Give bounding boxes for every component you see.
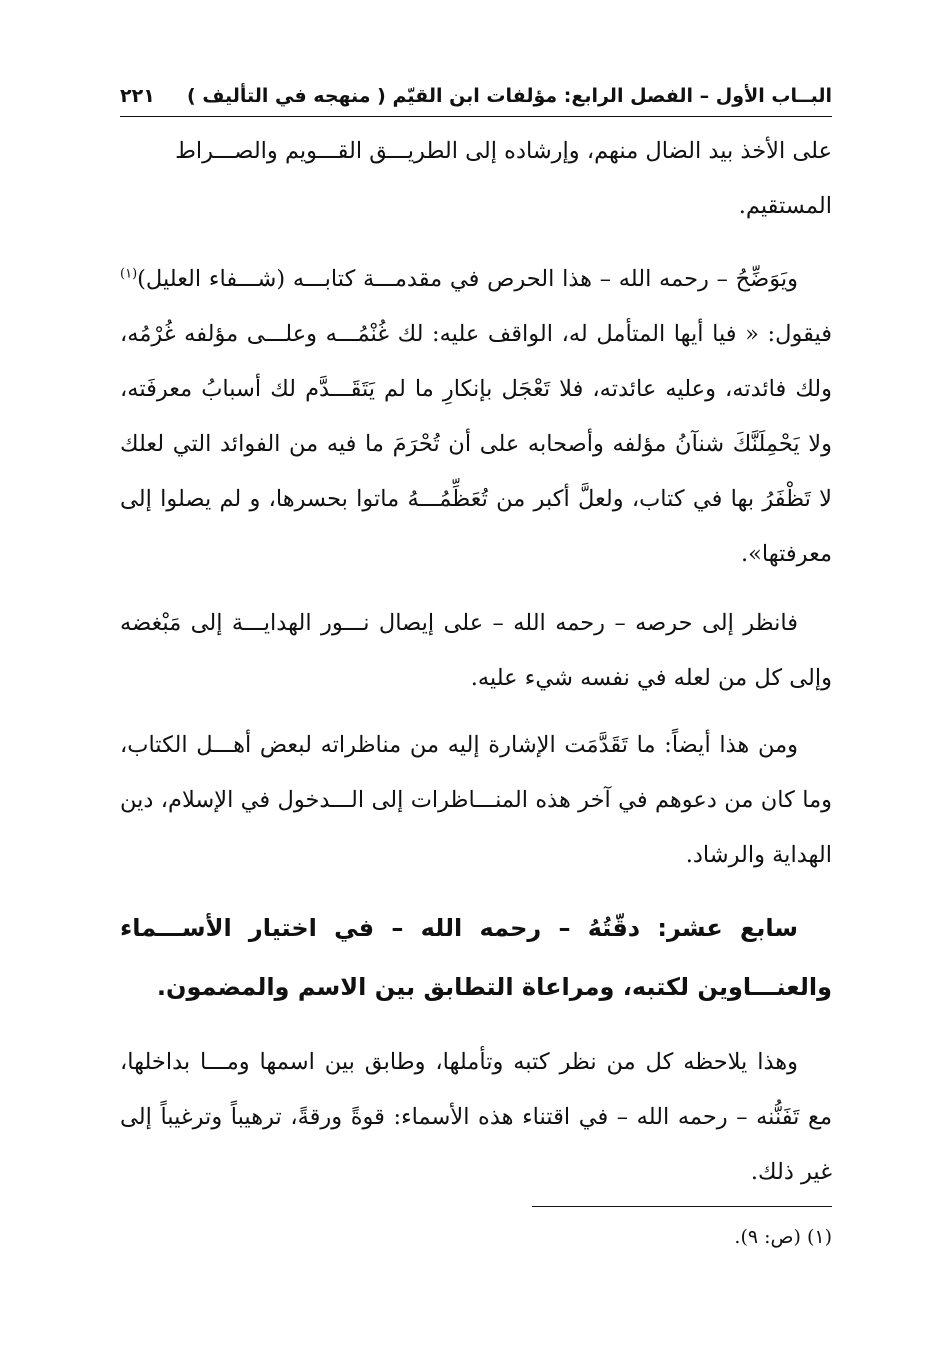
footnote-reference: (١) [120,266,138,282]
paragraph-1-line-2: المستقيم. [738,193,832,219]
document-page [120,0,832,1371]
header-rule [120,116,832,117]
paragraph-2-text-b: فيقول: « فيا أيها المتأمل له، الواقف عليه: لك غُنْمُـــه وعلـــى مؤلفه غُرْمُه، ولك فائدته، وعليه عائدته، فلا تَعْجَل بإنكارِ ما لم يَتَقَـــدَّم لك أسبابُ معرفَته، ولا يَحْمِلَنَّكَ شنآنُ مؤلفه وأصحابه على أن تُحْرَمَ ما فيه من الفوائد التي لعلك لا تَظْفَرُ بها في كتاب، ولعلَّ أكبر من تُعَظِّمُـــهُ ماتوا بحسرها، و لم يصلوا إلى معرفتها». [120,321,832,567]
paragraph-1-line-1: على الأخذ بيد الضال منهم، وإرشاده إلى الطريـــق القـــويم والصـــراط [175,138,832,164]
paragraph-2-text-a: ويَوَضِّحُ – رحمه الله – هذا الحرص في مقدمـــة كتابـــه (شـــفاء العليل) [137,266,798,292]
paragraph-4: ومن هذا أيضاً: ما تَقَدَّمَت الإشارة إليه من مناظراته لبعض أهـــل الكتاب، وما كان من دعوهم في آخر هذه المنـــاظرات إلى الـــدخول في الإسلام، دين الهداية والرشاد. [120,732,832,868]
section-heading: سابع عشر: دقّتُهُ – رحمه الله – في اختيار الأســـماء والعنـــاوين لكتبه، ومراعاة التطابق بين الاسم والمضمون. [120,914,832,1001]
footnote: (١) (ص: ٩). [734,1226,832,1248]
footnote-rule [532,1206,832,1207]
page-number: ٢٢١ [120,85,155,107]
running-title: البــاب الأول – الفصل الرابع: مؤلفات ابن القيّم ( منهجه في التأليف ) [187,85,832,107]
paragraph-2 [120,252,832,582]
body-text [120,124,832,1200]
paragraph-3: فانظر إلى حرصه – رحمه الله – على إيصال نـــور الهدايـــة إلى مَبْغضه وإلى كل من لعله في نفسه شيء عليه. [120,610,832,691]
paragraph-5: وهذا يلاحظه كل من نظر كتبه وتأملها، وطابق بين اسمها ومـــا بداخلها، مع تَفَنُّنه – رحمه الله – في اقتناء هذه الأسماء: قوةً ورقةً، ترهيباً وترغيباً إلى غير ذلك. [120,1049,832,1185]
running-header [120,76,832,116]
